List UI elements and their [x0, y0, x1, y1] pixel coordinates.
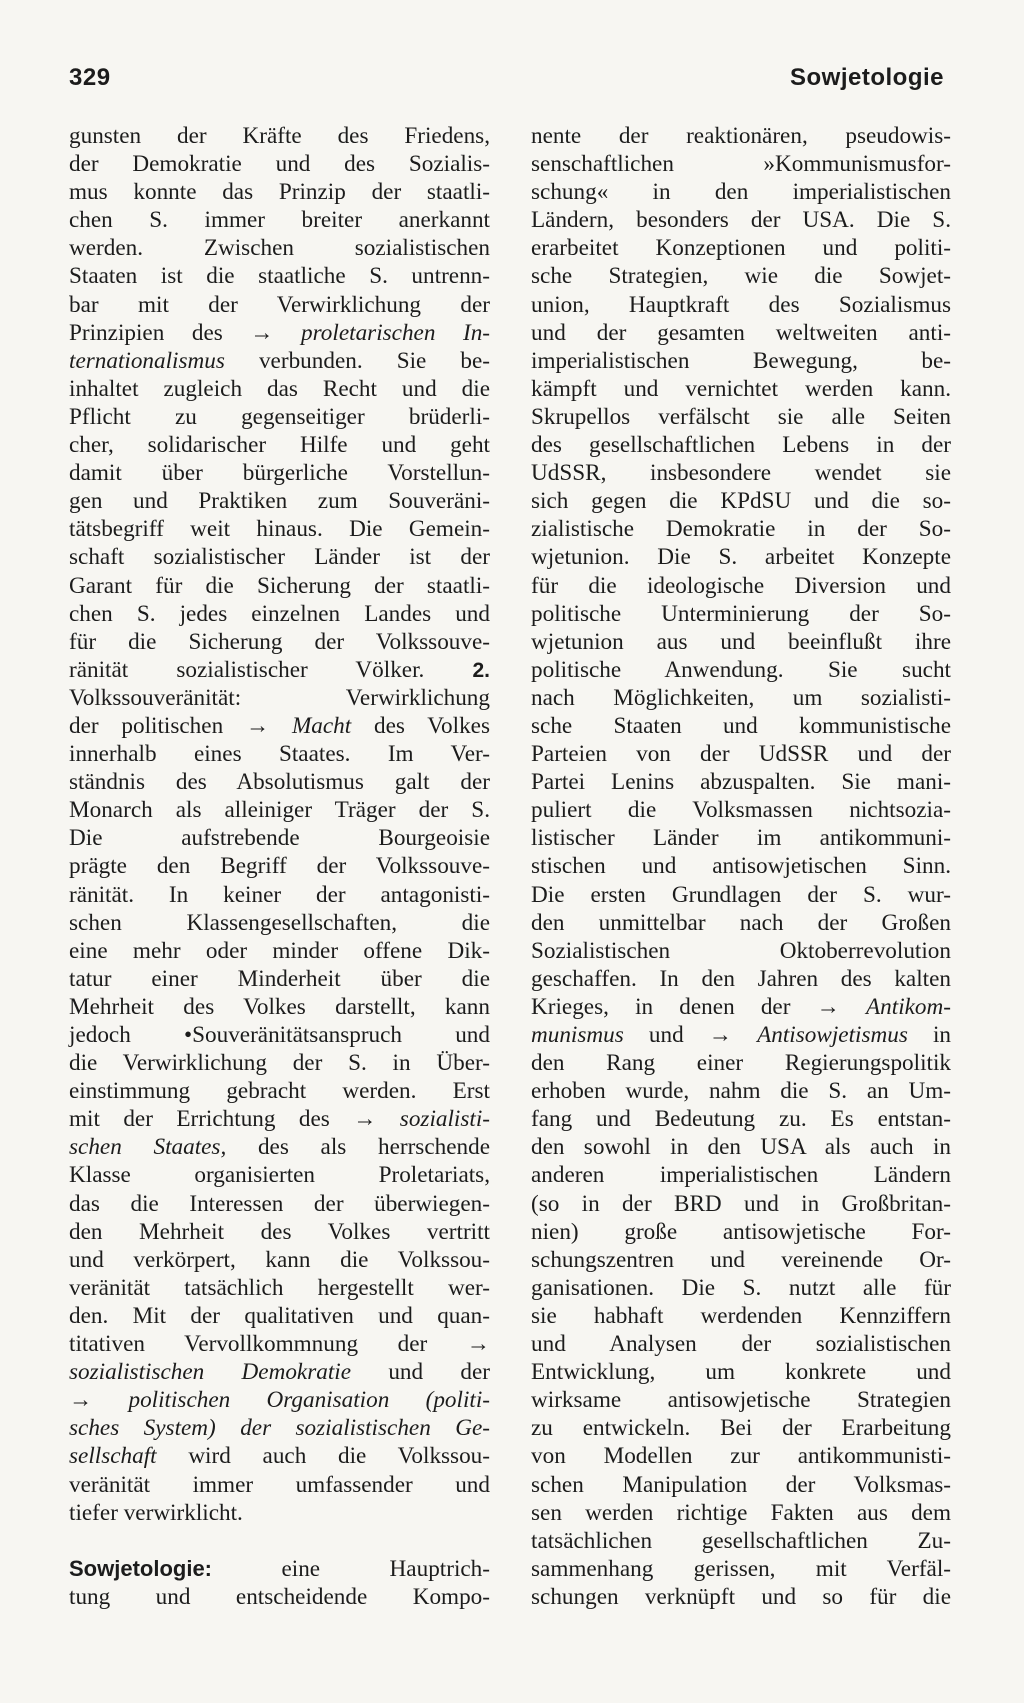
text-line: [531, 993, 951, 1021]
text-line: Pflicht zu gegenseitiger brüderli-: [69, 403, 490, 430]
cross-reference: Antisowjetismus: [757, 1022, 908, 1048]
text-line: sammenhang gerissen, mit Verfäl-: [531, 1555, 951, 1582]
cross-reference: sches System) der sozialistischen Ge-: [69, 1415, 490, 1442]
text-line: den. Mit der qualitativen und quan-: [69, 1302, 490, 1329]
text-line: tiefer verwirklicht.: [69, 1499, 243, 1526]
cross-reference: sozialisti-: [399, 1106, 490, 1133]
text-line: zu entwickeln. Bei der Erarbeitung: [531, 1415, 951, 1442]
text-line: den sowohl in den USA als auch in: [531, 1134, 951, 1161]
text-line: von Modellen zur antikommunisti-: [531, 1443, 951, 1470]
text-line: [69, 1414, 490, 1442]
left-column: [69, 122, 490, 1611]
text-line: [69, 347, 490, 375]
text-line: schen Klassengesellschaften, die: [69, 909, 490, 936]
text-line: politische Anwendung. Sie sucht: [531, 656, 951, 683]
text-line: [531, 1021, 951, 1049]
text-line: kämpft und vernichtet werden kann.: [531, 375, 951, 402]
text-line: nien) große antisowjetische For-: [531, 1218, 951, 1245]
text-line: tatsächlichen gesellschaftlichen Zu-: [531, 1527, 951, 1554]
text-line: Partei Lenins abzuspalten. Sie mani-: [531, 769, 951, 796]
text-line: Volkssouveränität: Verwirklichung: [69, 684, 490, 711]
text-line: [69, 1386, 490, 1414]
text-line: sche Strategien, wie die Sowjet-: [531, 263, 951, 290]
text-line: tätsbegriff weit hinaus. Die Gemein-: [69, 516, 490, 543]
running-head: Sowjetologie: [789, 64, 944, 91]
text-segment: und →: [623, 1022, 758, 1048]
text-line: Die ersten Grundlagen der S. wur-: [531, 881, 951, 908]
text-segment: wird auch die Volkssou-: [156, 1443, 490, 1470]
text-line: Garant für die Sicherung der staatli-: [69, 572, 490, 599]
text-segment: verbunden. Sie be-: [224, 347, 490, 374]
text-line: und Analysen der sozialistischen: [531, 1331, 951, 1358]
page-number: 329: [69, 64, 111, 91]
text-line: stischen und antisowjetischen Sinn.: [531, 853, 951, 880]
text-line: Klasse organisierten Proletariats,: [69, 1162, 490, 1189]
paragraph-gap: [69, 1527, 490, 1555]
cross-reference: Macht: [291, 712, 352, 739]
text-segment: des Volkes: [351, 712, 490, 739]
text-line: jedoch •Souveränitätsanspruch und: [69, 1022, 490, 1048]
text-line: bar mit der Verwirklichung der: [69, 291, 490, 318]
text-segment: 2.: [472, 658, 490, 682]
text-line: den unmittelbar nach der Großen: [531, 909, 951, 936]
text-line: fang und Bedeutung zu. Es entstan-: [531, 1106, 951, 1133]
text-line: [69, 1105, 490, 1133]
text-line: damit über bürgerliche Vorstellun-: [69, 460, 490, 487]
text-line: listischer Länder im antikommuni-: [531, 825, 951, 852]
text-line: anderen imperialistischen Ländern: [531, 1162, 951, 1189]
text-line: tatur einer Minderheit über die: [69, 965, 490, 992]
text-line: einstimmung gebracht werden. Erst: [69, 1078, 490, 1105]
text-line: Staaten ist die staatliche S. untrenn-: [69, 263, 490, 290]
text-line: Monarch als alleiniger Träger der S.: [69, 797, 490, 824]
text-line: und verkörpert, kann die Volkssou-: [69, 1246, 490, 1273]
text-line: Parteien von der UdSSR und der: [531, 741, 951, 768]
text-line: senschaftlichen »Kommunismusfor-: [531, 151, 951, 178]
text-line: schungszentren und vereinende Or-: [531, 1246, 951, 1273]
text-line: veränität immer umfassender und: [69, 1471, 490, 1498]
text-line: schen Manipulation der Volksmas-: [531, 1471, 951, 1498]
text-line: [69, 1133, 490, 1161]
text-line: wjetunion. Die S. arbeitet Konzepte: [531, 544, 951, 571]
text-line: für die Sicherung der Volkssouve-: [69, 628, 490, 655]
text-line: veränität tatsächlich hergestellt wer-: [69, 1274, 490, 1301]
cross-reference: sellschaft: [69, 1443, 157, 1470]
cross-reference: Antikom-: [866, 993, 951, 1020]
cross-reference: ternationalismus: [69, 347, 225, 374]
text-line: cher, solidarischer Hilfe und geht: [69, 432, 490, 459]
text-segment: der politischen →: [69, 712, 292, 739]
text-line: eine mehr oder minder offene Dik-: [69, 937, 490, 964]
text-line: sen werden richtige Fakten aus dem: [531, 1499, 951, 1526]
text-line: puliert die Volksmassen nichtsozia-: [531, 797, 951, 824]
text-line: schaft sozialistischer Länder ist der: [69, 544, 490, 571]
text-segment: eine Hauptrich-: [212, 1555, 490, 1582]
text-line: schung« in den imperialistischen: [531, 179, 951, 206]
text-line: imperialistischen Bewegung, be-: [531, 347, 951, 374]
text-line: den Mehrheit des Volkes vertritt: [69, 1218, 490, 1245]
text-line: gunsten der Kräfte des Friedens,: [69, 123, 490, 149]
text-line: das die Interessen der überwiegen-: [69, 1190, 490, 1217]
text-line: ganisationen. Die S. nutzt alle für: [531, 1274, 951, 1301]
text-line: erhoben wurde, nahm die S. an Um-: [531, 1078, 951, 1105]
text-segment: Prinzipien des →: [69, 319, 302, 346]
text-line: [69, 712, 490, 740]
text-line: [69, 319, 490, 347]
text-segment: des als herrschende: [226, 1134, 490, 1161]
text-line: UdSSR, insbesondere wendet sie: [531, 460, 951, 487]
text-segment: mit der Errichtung des →: [69, 1106, 400, 1133]
text-line: [69, 656, 490, 684]
text-segment: Krieges, in denen der →: [531, 993, 866, 1020]
text-line: und der gesamten weltweiten anti-: [531, 319, 951, 346]
text-segment: in: [907, 1022, 952, 1048]
text-line: innerhalb eines Staates. Im Ver-: [69, 741, 490, 768]
text-line: prägte den Begriff der Volkssouve-: [69, 853, 490, 880]
text-line: werden. Zwischen sozialistischen: [69, 235, 490, 262]
text-line: des gesellschaftlichen Lebens in der: [531, 432, 951, 459]
text-line: sich gegen die KPdSU und die so-: [531, 488, 951, 515]
text-line: mus konnte das Prinzip der staatli-: [69, 179, 490, 206]
text-line: wjetunion aus und beeinflußt ihre: [531, 628, 951, 655]
text-line: sie habhaft werdenden Kennziffern: [531, 1302, 951, 1329]
text-line: wirksame antisowjetische Strategien: [531, 1387, 951, 1414]
text-line: Skrupellos verfälscht sie alle Seiten: [531, 403, 951, 430]
text-line: [69, 1442, 490, 1470]
cross-reference: schen Staates,: [69, 1134, 227, 1161]
text-line: politische Unterminierung der So-: [531, 600, 951, 627]
text-line: erarbeitet Konzeptionen und politi-: [531, 235, 951, 262]
text-line: für die ideologische Diversion und: [531, 572, 951, 599]
text-line: chen S. immer breiter anerkannt: [69, 207, 490, 234]
text-line: sche Staaten und kommunistische: [531, 712, 951, 739]
text-line: ränität. In keiner der antagonisti-: [69, 881, 490, 908]
text-line: die Verwirklichung der S. in Über-: [69, 1050, 490, 1077]
cross-reference: sozialistischen Demokratie: [69, 1359, 352, 1386]
text-line: geschaffen. In den Jahren des kalten: [531, 965, 951, 992]
cross-reference: politischen Organisation (politi-: [128, 1387, 490, 1414]
text-line: den Rang einer Regierungspolitik: [531, 1050, 951, 1077]
text-line: Entwicklung, um konkrete und: [531, 1359, 951, 1386]
text-line: (so in der BRD und in Großbritan-: [531, 1190, 951, 1217]
text-line: [69, 1555, 490, 1583]
text-line: chen S. jedes einzelnen Landes und: [69, 600, 490, 627]
text-line: nach Möglichkeiten, um sozialisti-: [531, 684, 951, 711]
entry-headword: Sowjetologie:: [69, 1555, 212, 1581]
text-line: inhaltet zugleich das Recht und die: [69, 375, 490, 402]
text-line: titativen Vervollkommnung der →: [69, 1331, 490, 1358]
text-line: zialistische Demokratie in der So-: [531, 516, 951, 543]
text-line: ständnis des Absolutismus galt der: [69, 769, 490, 796]
text-line: tung und entscheidende Kompo-: [69, 1583, 490, 1610]
text-line: union, Hauptkraft des Sozialismus: [531, 291, 951, 318]
right-column: [531, 122, 951, 1611]
text-line: [69, 1358, 490, 1386]
cross-reference: proletarischen In-: [301, 319, 491, 346]
text-line: Ländern, besonders der USA. Die S.: [531, 207, 951, 234]
text-segment: ränität sozialistischer Völker.: [69, 656, 473, 683]
text-line: Die aufstrebende Bourgeoisie: [69, 825, 490, 852]
text-segment: und der: [351, 1359, 491, 1386]
text-segment: →: [69, 1387, 129, 1414]
text-line: nente der reaktionären, pseudowis-: [531, 123, 951, 149]
text-line: Mehrheit des Volkes darstellt, kann: [69, 993, 490, 1020]
text-line: schungen verknüpft und so für die: [531, 1583, 951, 1610]
cross-reference: munismus: [531, 1022, 624, 1048]
text-line: Sozialistischen Oktoberrevolution: [531, 937, 951, 964]
text-line: der Demokratie und des Sozialis-: [69, 151, 490, 178]
text-line: gen und Praktiken zum Souveräni-: [69, 488, 490, 515]
